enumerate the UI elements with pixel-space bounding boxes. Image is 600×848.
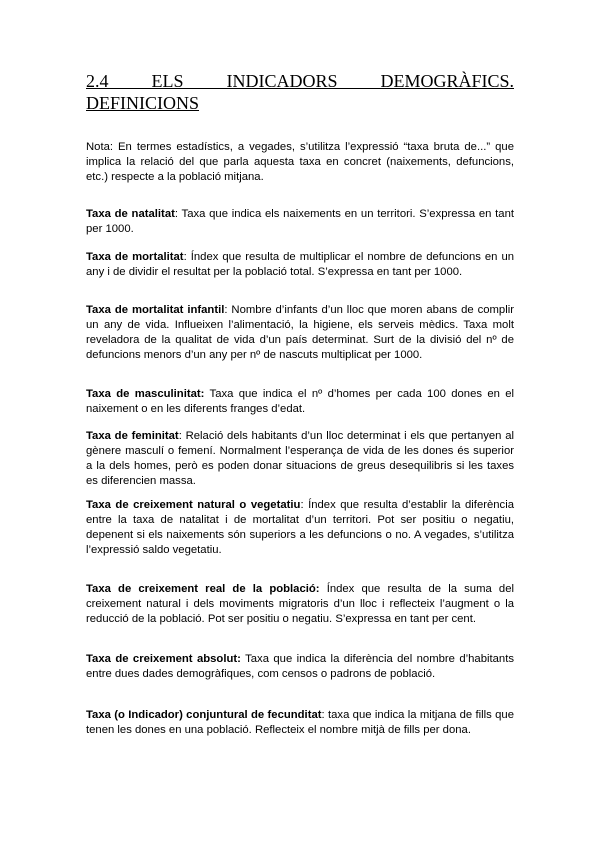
- definition-term: Taxa de mortalitat: [86, 251, 184, 263]
- definition-text: Índex que resulta de la suma del creixement natural i dels moviments migratoris d’un lloc i reflecteix l’augment o la reducció de la població. Pot ser positiu o negatiu. S’expressa en tant per cent.: [86, 583, 515, 625]
- note-paragraph: Nota: En termes estadístics, a vegades, s’utilitza l’expressió “taxa bruta de...” que implica la relació del que parla aquesta taxa en concret (naixements, defuncions, etc.) respecte a la població mitjana.: [86, 141, 514, 183]
- definition-natalitat: Taxa de natalitat: Taxa que indica els naixements en un territori. S’expressa en tant per 1000.: [86, 208, 514, 235]
- definition-term: Taxa de feminitat: [86, 430, 179, 442]
- definition-creixement-natural: Taxa de creixement natural o vegetatiu: Índex que resulta d’establir la diferència entre la taxa de natalitat i de mortalitat d’un territori. Pot ser positiu o negatiu, depenent si els naixements són superiors a les defuncions o no. A vegades, s’utilitza l’expressió saldo vegetatiu.: [86, 499, 514, 556]
- definition-text: taxa que indica la mitjana de fills que tenen les dones en una població. Reflecteix el nombre mitjà de fills per dona.: [86, 709, 514, 736]
- definition-text: Nombre d’infants d’un lloc que moren abans de complir un any de vida. Influeixen l’alimentació, la higiene, els serveis mèdics. Taxa molt reveladora de la qualitat de vida d’un país determinat. Surt de la divisió del nº de defuncions menors d’un any per nº de nascuts multiplicat per 1000.: [86, 304, 514, 361]
- definition-term: Taxa de masculinitat:: [86, 388, 205, 400]
- definition-mortalitat: Taxa de mortalitat: Índex que resulta de multiplicar el nombre de defuncions en un any i de dividir el resultat per la població total. S’expressa en tant per 1000.: [86, 251, 515, 278]
- definition-text: Taxa que indica la diferència del nombre d’habitants entre dues dades demogràfiques, com censos o padrons de població.: [86, 653, 514, 680]
- definition-mortalitat-infantil: Taxa de mortalitat infantil: Nombre d’infants d’un lloc que moren abans de complir un any de vida. Influeixen l’alimentació, la higiene, els serveis mèdics. Taxa molt reveladora de la qualitat de vida d’un país determinat. Surt de la divisió del nº de defuncions menors d’un any per nº de nascuts multiplicat per 1000.: [86, 304, 514, 361]
- definition-feminitat: Taxa de feminitat: Relació dels habitants d’un lloc determinat i els que pertanyen al gènere masculí o femení. Normalment l’esperança de vida de les dones és superior a la dels homes, però es poden donar situacions de greus desequilibris si les taxes es diferencien massa.: [86, 430, 515, 487]
- definition-text: Relació dels habitants d’un lloc determinat i els que pertanyen al gènere masculí o femení. Normalment l’esperança de vida de les dones és superior a la dels homes, però es poden donar situacions de greus desequilibris si les taxes es diferencien massa.: [86, 430, 515, 487]
- section-title: 2.4 ELS INDICADORS DEMOGRÀFICS. DEFINICIONS: [86, 71, 514, 113]
- definition-term: Taxa de creixement natural o vegetatiu: [86, 499, 301, 511]
- definition-text: Taxa que indica els naixements en un territori. S’expressa en tant per 1000.: [86, 208, 514, 235]
- definition-term: Taxa (o Indicador) conjuntural de fecunditat: [86, 709, 322, 721]
- definition-term: Taxa de natalitat: [86, 208, 175, 220]
- definition-creixement-absolut: [86, 652, 514, 682]
- definition-text: Taxa que indica el nº d’homes per cada 100 dones en el naixement o en les diferents franges d’edat.: [86, 388, 514, 415]
- definition-term: Taxa de creixement real de la població:: [86, 583, 320, 595]
- definition-text: Índex que resulta de multiplicar el nombre de defuncions en un any i de dividir el resultat per la població total. S’expressa en tant per 1000.: [86, 251, 515, 278]
- definition-fecunditat: Taxa (o Indicador) conjuntural de fecunditat: taxa que indica la mitjana de fills que tenen les dones en una població. Reflecteix el nombre mitjà de fills per dona.: [86, 709, 514, 736]
- definition-masculinitat: [86, 387, 514, 417]
- definition-term: Taxa de creixement absolut:: [86, 653, 241, 665]
- definition-text: Índex que resulta d’establir la diferència entre la taxa de natalitat i de mortalitat d’un territori. Pot ser positiu o negatiu, depenent si els naixements són superiors a les defuncions o no. A vegades, s’utilitza l’expressió saldo vegetatiu.: [86, 499, 514, 556]
- definition-creixement-real: [86, 582, 514, 627]
- definition-term: Taxa de mortalitat infantil: [86, 304, 225, 316]
